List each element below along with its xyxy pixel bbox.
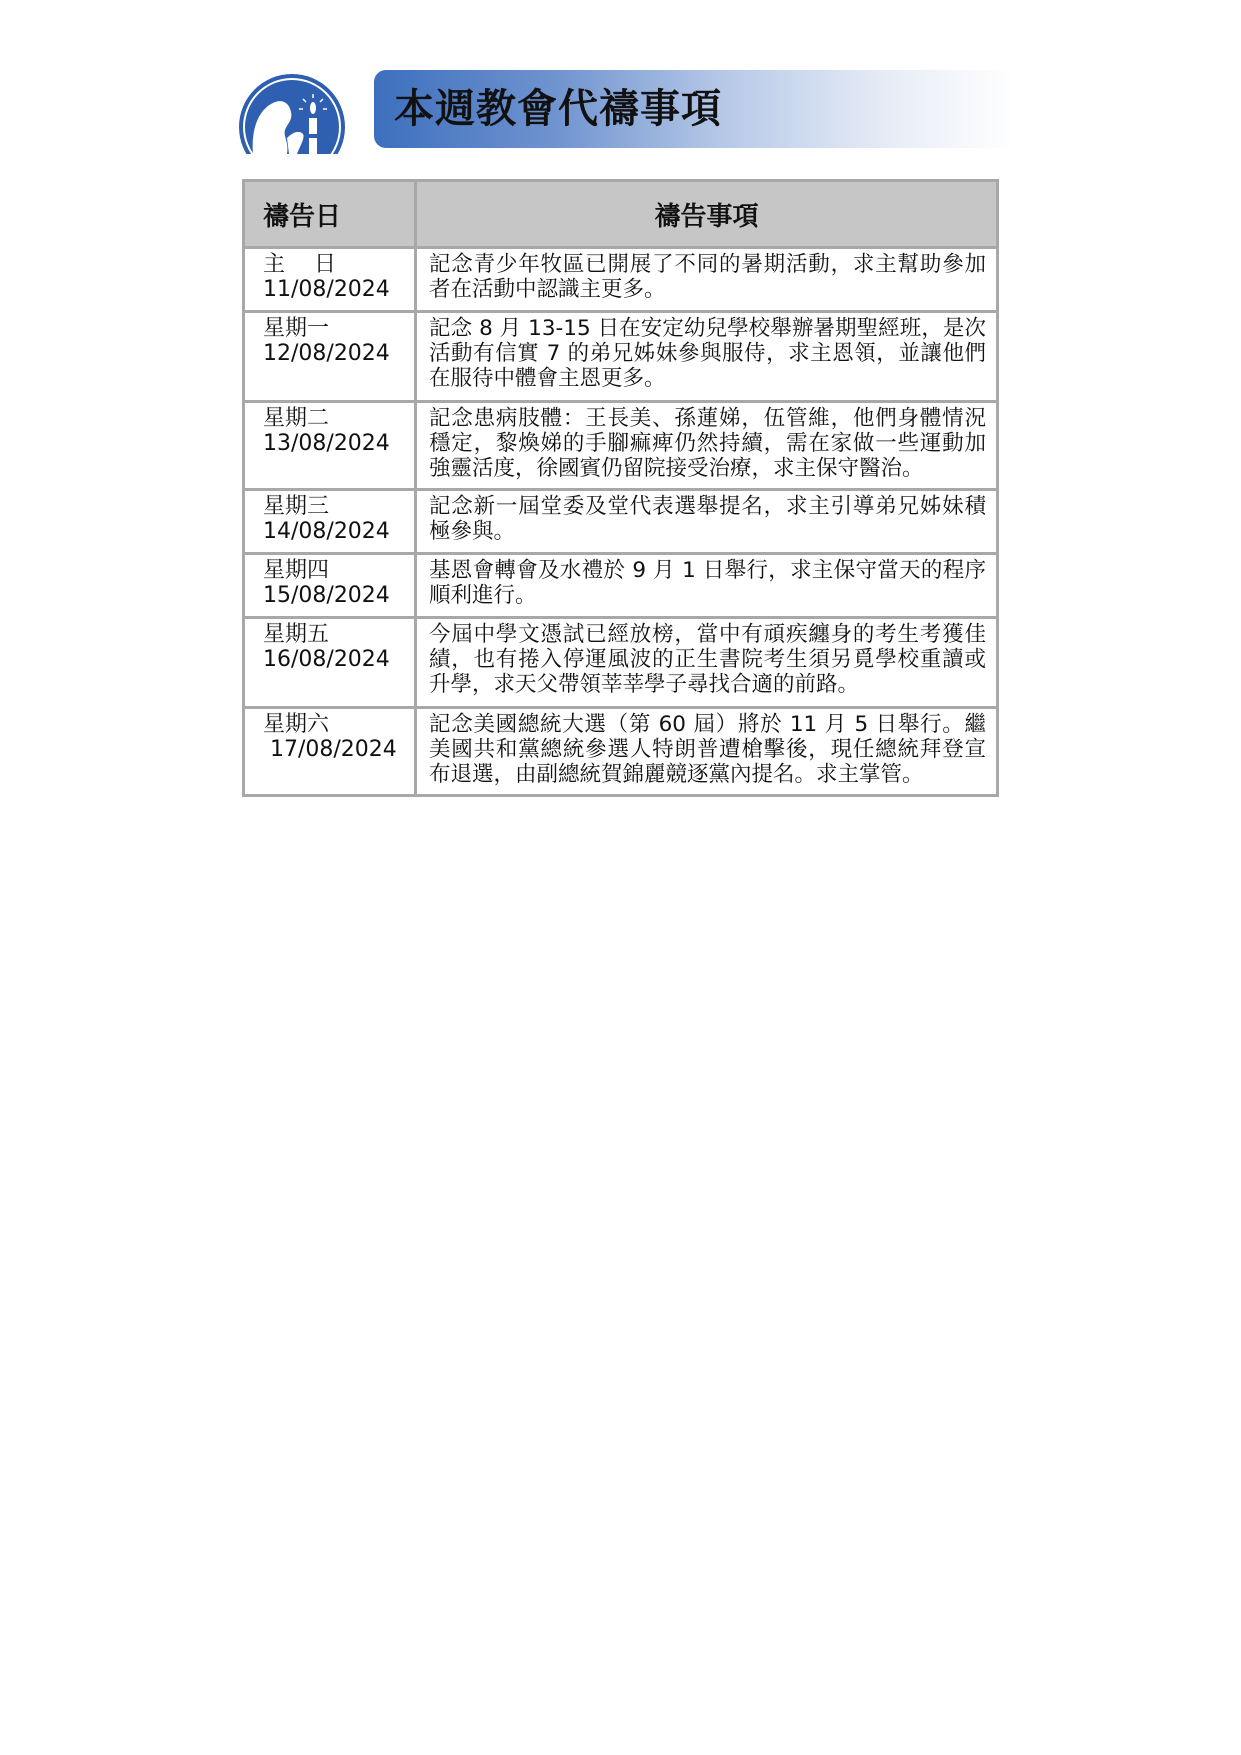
title-banner bbox=[374, 70, 1014, 148]
church-logo bbox=[237, 72, 347, 154]
table-row bbox=[244, 554, 998, 618]
prayer-item-cell: 記念 8 月 13-15 日在安定幼兒學校舉辦暑期聖經班，是次活動有信實 7 的弟兄姊妹參與服侍，求主恩領，並讓他們在服待中體會主恩更多。 bbox=[416, 312, 998, 402]
table-row bbox=[244, 618, 998, 708]
date-label: 16/08/2024 bbox=[263, 647, 390, 672]
date-cell bbox=[244, 490, 416, 554]
church-logo-icon bbox=[237, 72, 347, 154]
date-label: 17/08/2024 bbox=[263, 737, 397, 762]
date-cell bbox=[244, 248, 416, 312]
page-title: 本週教會代禱事項 bbox=[394, 86, 722, 132]
date-label: 12/08/2024 bbox=[263, 341, 390, 366]
date-label: 15/08/2024 bbox=[263, 583, 390, 608]
weekday-label: 星期一 bbox=[263, 316, 330, 341]
prayer-item-cell: 記念青少年牧區已開展了不同的暑期活動，求主幫助參加者在活動中認識主更多。 bbox=[416, 248, 998, 312]
table-row bbox=[244, 402, 998, 490]
prayer-item-cell: 記念患病肢體：王長美、孫蓮娣，伍管維，他們身體情況穩定，黎煥娣的手腳痲痺仍然持續，需在家做一些運動加強靈活度，徐國賓仍留院接受治療，求主保守醫治。 bbox=[416, 402, 998, 490]
table-row bbox=[244, 248, 998, 312]
date-cell bbox=[244, 554, 416, 618]
prayer-table bbox=[242, 179, 999, 797]
prayer-item-cell: 基恩會轉會及水禮於 9 月 1 日舉行，求主保守當天的程序順利進行。 bbox=[416, 554, 998, 618]
table-row bbox=[244, 490, 998, 554]
table-row bbox=[244, 312, 998, 402]
date-cell bbox=[244, 312, 416, 402]
weekday-label: 星期三 bbox=[263, 494, 330, 519]
date-label: 13/08/2024 bbox=[263, 431, 390, 456]
prayer-item-cell: 記念美國總統大選（第 60 屆）將於 11 月 5 日舉行。繼美國共和黨總統參選人特朗普遭槍擊後，現任總統拜登宣布退選，由副總統賀錦麗競逐黨內提名。求主掌管。 bbox=[416, 708, 998, 796]
table-header-row bbox=[244, 181, 998, 248]
prayer-item-cell: 記念新一屆堂委及堂代表選舉提名，求主引導弟兄姊妹積極參與。 bbox=[416, 490, 998, 554]
prayer-item-cell: 今屆中學文憑試已經放榜，當中有頑疾纏身的考生考獲佳績，也有捲入停運風波的正生書院考生須另覓學校重讀或升學，求天父帶領莘莘學子尋找合適的前路。 bbox=[416, 618, 998, 708]
column-header-date: 禱告日 bbox=[244, 181, 416, 248]
weekday-label: 主 日 bbox=[263, 252, 336, 277]
table-row bbox=[244, 708, 998, 796]
date-label: 11/08/2024 bbox=[263, 277, 390, 302]
date-cell bbox=[244, 618, 416, 708]
column-header-item: 禱告事項 bbox=[416, 181, 998, 248]
weekday-label: 星期二 bbox=[263, 406, 330, 431]
weekday-label: 星期六 bbox=[263, 712, 330, 737]
weekday-label: 星期五 bbox=[263, 622, 330, 647]
date-label: 14/08/2024 bbox=[263, 519, 390, 544]
date-cell bbox=[244, 402, 416, 490]
weekday-label: 星期四 bbox=[263, 558, 330, 583]
date-cell bbox=[244, 708, 416, 796]
